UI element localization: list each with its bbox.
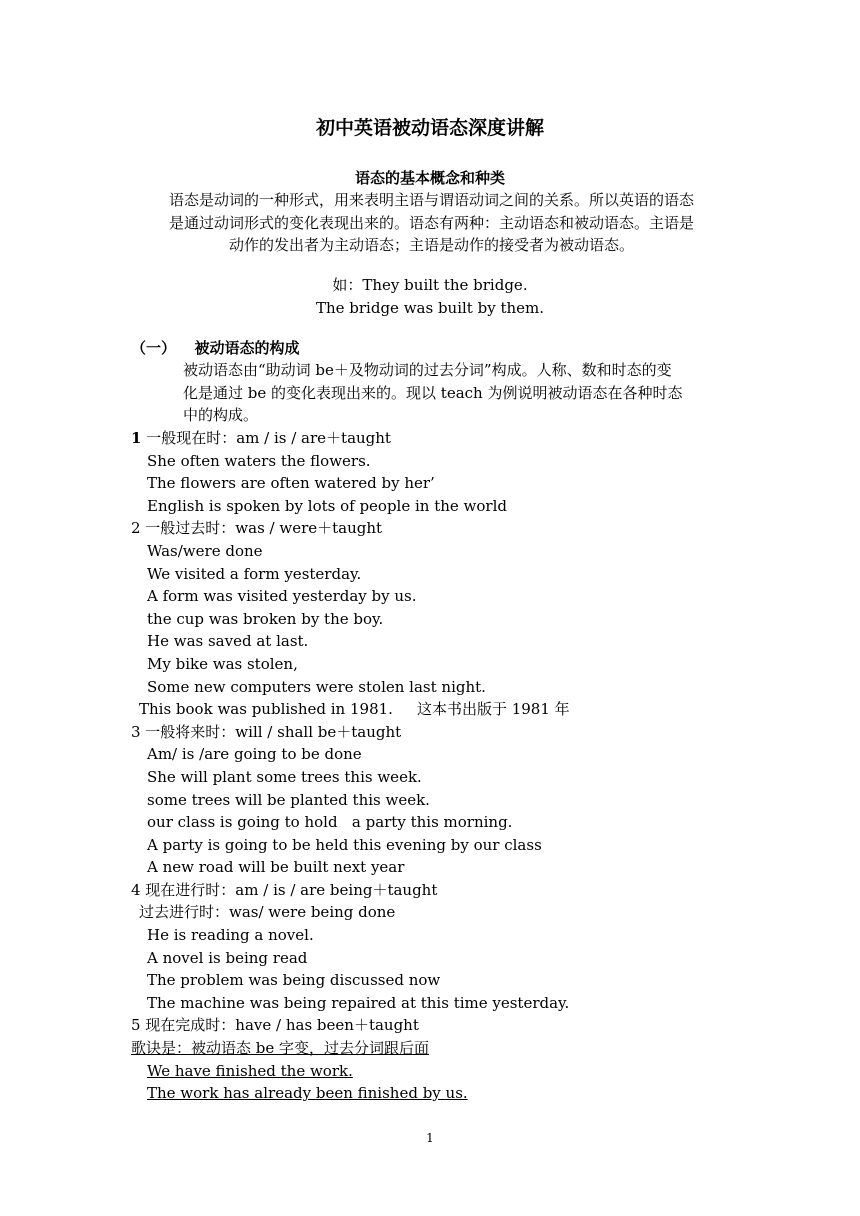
tense-rule-present-perfect: 5 现在完成时：have / has been＋taught xyxy=(131,1016,419,1035)
example-line: She will plant some trees this week. xyxy=(147,767,422,786)
example-line-with-translation xyxy=(131,698,751,721)
example-line: A novel is being read xyxy=(147,948,308,967)
tense-rule-present-simple xyxy=(131,427,751,450)
example-chinese: 这本书出版于 1981 年 xyxy=(416,700,570,719)
tense-rule-past-simple: 2 一般过去时：was / were＋taught xyxy=(131,519,383,538)
paragraph-line: 化是通过 be 的变化表现出来的。现以 teach 为例说明被动语态在各种时态 xyxy=(183,383,683,402)
example-text: The work has already been finished by us. xyxy=(147,1084,468,1103)
page-number: 1 xyxy=(426,1131,434,1145)
example-sentences xyxy=(0,274,860,319)
example-line: He was saved at last. xyxy=(147,632,309,651)
section-one-paragraph xyxy=(183,359,733,427)
example-line: 如：They built the bridge. xyxy=(332,276,528,294)
rule-number: 1 xyxy=(131,429,142,447)
example-line: A form was visited yesterday by us. xyxy=(147,587,417,606)
tense-rule-present-continuous: 4 现在进行时：am / is / are being＋taught xyxy=(131,880,438,899)
section-title: 被动语态的构成 xyxy=(194,339,300,357)
intro-line: 语态是动词的一种形式，用来表明主语与谓语动词之间的关系。所以英语的语态 xyxy=(168,191,694,209)
example-line: English is spoken by lots of people in the world xyxy=(147,496,507,515)
tense-list xyxy=(131,427,751,1105)
tense-rule-future-simple: 3 一般将来时：will / shall be＋taught xyxy=(131,722,402,741)
mnemonic-line xyxy=(131,1037,751,1060)
example-line: our class is going to hold a party this morning. xyxy=(147,813,513,832)
rule-text: 一般现在时：am / is / are＋taught xyxy=(141,429,391,447)
example-line: A party is going to be held this evening by our class xyxy=(147,835,542,854)
section-heading-basic: 语态的基本概念和种类 xyxy=(354,169,505,187)
intro-paragraph xyxy=(131,189,732,257)
document-title: 初中英语被动语态深度讲解 xyxy=(315,117,544,139)
example-line: We visited a form yesterday. xyxy=(147,564,362,583)
example-line: some trees will be planted this week. xyxy=(147,790,430,809)
example-line: Some new computers were stolen last night. xyxy=(147,677,486,696)
example-line: The bridge was built by them. xyxy=(315,298,545,317)
example-line-underlined xyxy=(131,1060,751,1083)
example-line: The flowers are often watered by her’ xyxy=(147,474,435,493)
section-heading-one xyxy=(131,337,300,360)
example-text: We have finished the work. xyxy=(147,1061,353,1080)
intro-line: 动作的发出者为主动语态；主语是动作的接受者为被动语态。 xyxy=(228,236,634,255)
example-line: the cup was broken by the boy. xyxy=(147,609,384,628)
example-line: He is reading a novel. xyxy=(147,926,314,945)
section-marker: （一） xyxy=(131,339,177,357)
example-line: She often waters the flowers. xyxy=(147,451,371,470)
tense-rule-past-continuous: 过去进行时：was/ were being done xyxy=(139,903,396,922)
example-line: A new road will be built next year xyxy=(147,858,405,877)
example-line: My bike was stolen, xyxy=(147,654,298,673)
example-line-underlined xyxy=(131,1082,751,1105)
example-line: Was/were done xyxy=(147,541,263,560)
example-english: This book was published in 1981. xyxy=(139,700,393,719)
example-line: The machine was being repaired at this time yesterday. xyxy=(147,993,570,1012)
example-line: Am/ is /are going to be done xyxy=(147,745,362,764)
intro-line: 是通过动词形式的变化表现出来的。语态有两种：主动语态和被动语态。主语是 xyxy=(168,213,694,232)
example-line: The problem was being discussed now xyxy=(147,971,441,990)
paragraph-line: 被动语态由“助动词 be＋及物动词的过去分词”构成。人称、数和时态的变 xyxy=(183,361,672,379)
paragraph-line: 中的构成。 xyxy=(183,406,259,425)
mnemonic-text: 歌诀是：被动语态 be 字变，过去分词跟后面 xyxy=(131,1039,430,1058)
